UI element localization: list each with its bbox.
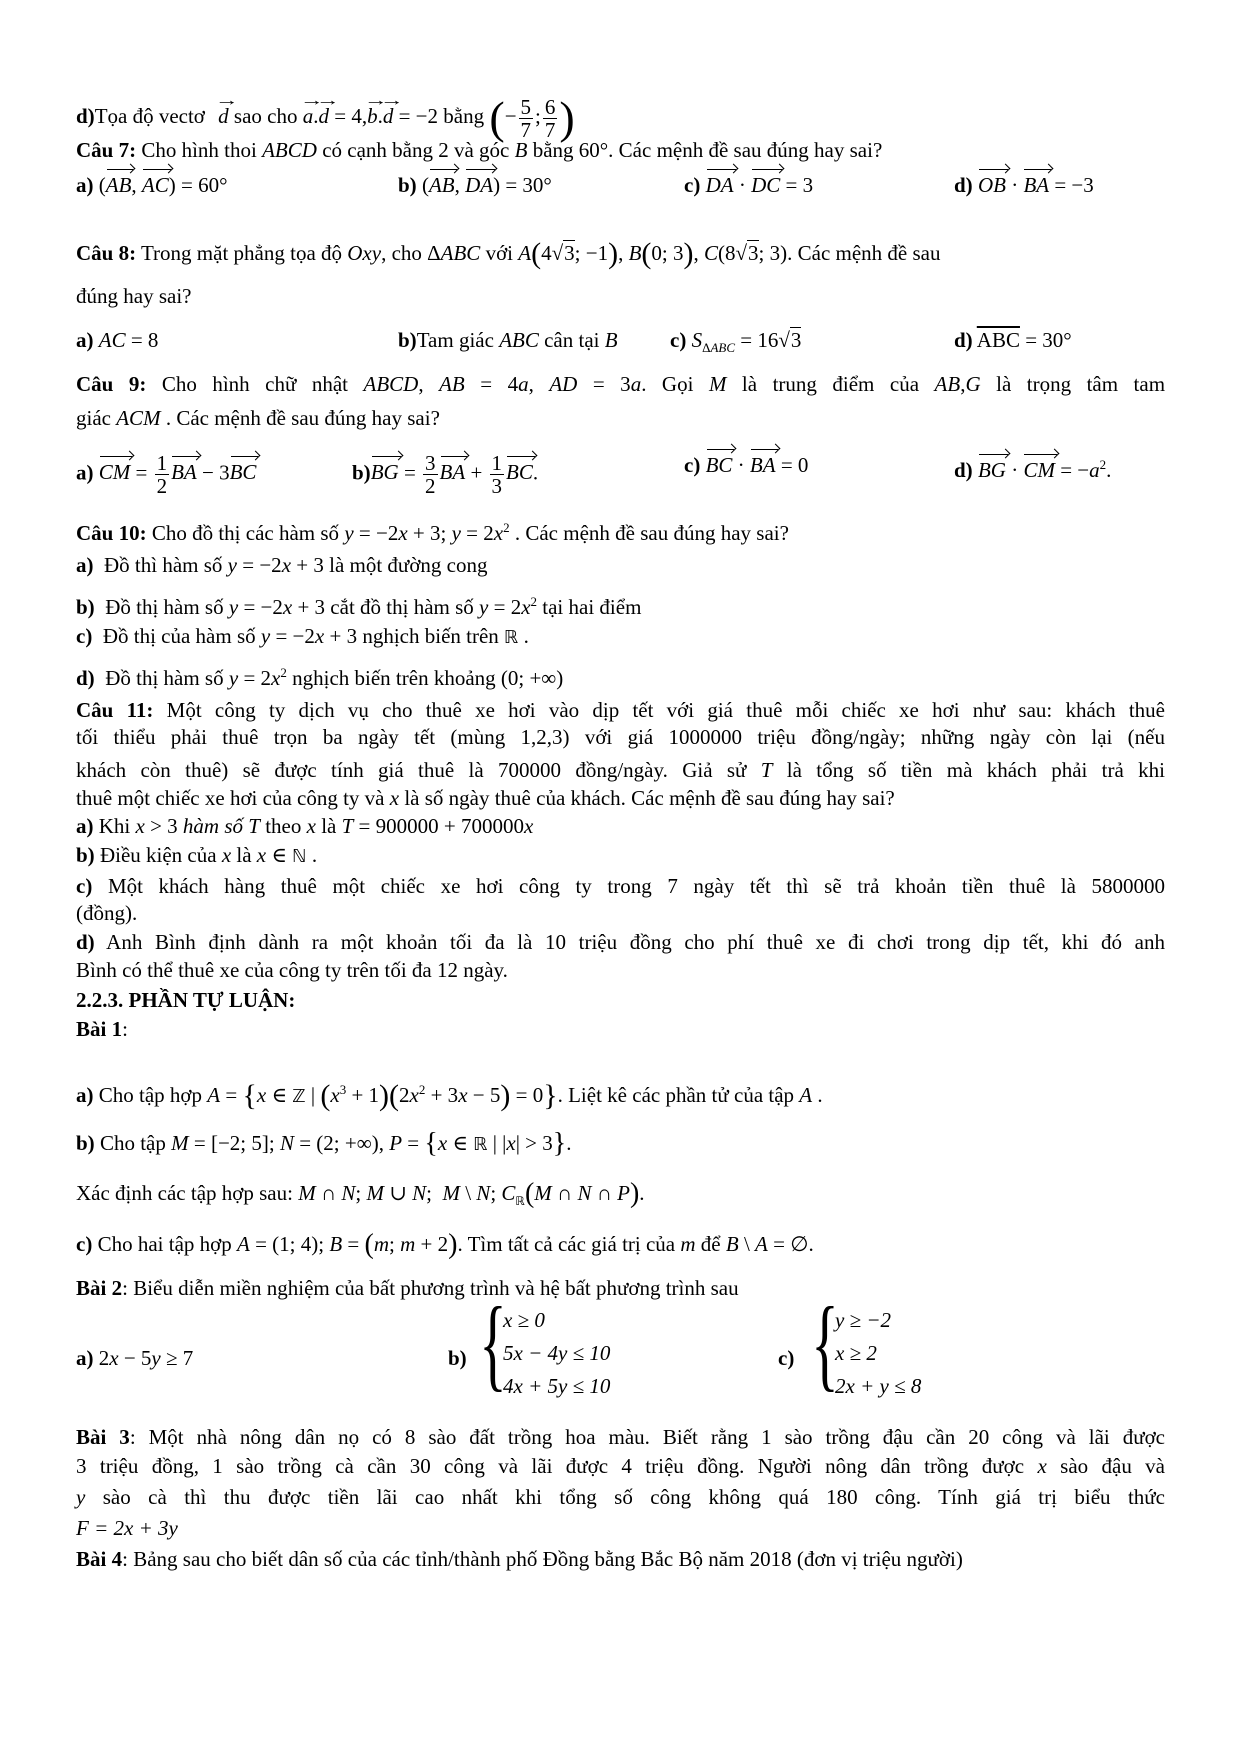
c7-option-d: d) OB · BA = −3 (954, 173, 1094, 197)
c9-stem: Câu 9: Cho hình chữ nhật ABCD, AB = 4a, AD = 3a. Gọi M là trung điểm của AB,G là trọng tâm tam (76, 372, 1166, 396)
bai2-b-eq-2: 5x − 4y ≤ 10 (503, 1341, 611, 1365)
bai3-line-3: y sào cà thì thu được tiền lãi cao nhất khi tổng số công không quá 180 công. Tính giá trị biểu thức (76, 1485, 1165, 1509)
c11-option-b: b) Điều kiện của x là x ∈ ℕ . (76, 843, 318, 867)
bai2-label: Bài 2 (76, 1276, 123, 1300)
c8-option-c: c) $S_{\Delta ABC} = 16√3$ (670, 328, 802, 356)
c8-option-b: b)Tam giác ABC cân tại B (398, 328, 618, 352)
c10-option-c: c) Đồ thị của hàm số y = −2x + 3 nghịch biến trên ℝ . (76, 624, 529, 648)
bai2-b-eq-3: 4x + 5y ≤ 10 (503, 1374, 611, 1398)
bai3-line-2: 3 triệu đồng, 1 sào trồng cà cần 30 công và lãi được 4 triệu đồng. Người nông dân trồng được x sào đậu và (76, 1454, 1166, 1478)
c8-option-d: d) $\overline{ABC} = 30^\circ$ (954, 328, 1072, 352)
bai2-c-eq-1: y ≥ −2 (835, 1308, 892, 1332)
bai3-line-1: Bài 3: Một nhà nông dân nọ có 8 sào đất trồng hoa màu. Biết rằng 1 sào trồng đậu cần 20 công và lãi được (76, 1425, 1165, 1449)
c11-option-d-cont: Bình có thể thuê xe của công ty trên tối đa 12 ngày. (76, 958, 508, 982)
c11-line-1 (76, 697, 1165, 723)
bai2-c-brace: { (811, 1286, 839, 1401)
bai4-text: Bảng sau cho biết dân số của các tỉnh/thành phố Đồng bằng Bắc Bộ năm 2018 (đơn vị triệu người) (133, 1547, 963, 1571)
c11-option-c: c) Một khách hàng thuê một chiếc xe hơi công ty trong 7 ngày tết thì sẽ trả khoản tiền thuê là 5800000 (76, 874, 1166, 898)
bai1-a: a) Cho tập hợp A = {x ∈ ℤ | $(x^3 + 1)(2x^2 + 3x - 5) = 0$}. Liệt kê các phần tử của tập A . (76, 1079, 823, 1112)
c11-line-4: thuê một chiếc xe hơi của công ty và x là số ngày thuê của khách. Các mệnh đề sau đúng hay sai? (76, 786, 895, 810)
section-title: 2.2.3. PHẦN TỰ LUẬN: (76, 988, 296, 1012)
c11-text-1: Một công ty dịch vụ cho thuê xe hơi vào dịp tết với giá thuê mỗi chiếc xe hơi như sau: khách thuê (166, 698, 1165, 722)
bai1-label: Bài 1: (76, 1017, 128, 1041)
c10-option-b: b) Đồ thị hàm số y = −2x + 3 cắt đồ thị hàm số $y = 2x^2$ tại hai điểm (76, 594, 642, 619)
bai4: Bài 4: Bảng sau cho biết dân số của các tỉnh/thành phố Đồng bằng Bắc Bộ năm 2018 (đơn vị triệu người) (76, 1547, 963, 1571)
bai2-b-system (503, 1304, 610, 1403)
c7-option-c: c) DA · DC = 3 (684, 173, 814, 197)
c11-option-a: a) Khi x > 3 hàm số T theo x là T = 900000 + 700000x (76, 814, 534, 838)
c8-stem-cont: đúng hay sai? (76, 284, 192, 308)
bai2-stem: Bài 2: Biểu diễn miền nghiệm của bất phương trình và hệ bất phương trình sau (76, 1276, 739, 1300)
c11-option-c-cont: (đồng). (76, 901, 138, 925)
c9-option-a: a) CM = $\frac{1}{2}$ BA − 3BC (76, 451, 257, 498)
bai2-c-eq-3: 2x + y ≤ 8 (835, 1374, 922, 1398)
c9-option-b: b)BG = $\frac{3}{2}$ BA + $\frac{1}{3}$ BC. (352, 451, 539, 498)
c11-line-3: khách còn thuê) sẽ được tính giá thuê là 700000 đồng/ngày. Giả sử T là tổng số tiền mà khách phải trả khi (76, 758, 1165, 782)
c10-option-a: a) Đồ thì hàm số y = −2x + 3 là một đường cong (76, 553, 488, 577)
bai2-c-label: c) (778, 1346, 795, 1370)
c9-option-c: c) BC · BA = 0 (684, 453, 809, 477)
c10-option-d: d) Đồ thị hàm số $y = 2x^2$ nghịch biến trên khoảng (0; +∞) (76, 665, 564, 690)
c11-line-2 (76, 724, 1165, 750)
bai1-c: c) Cho hai tập hợp A = (1; 4); B = (m; m + 2). Tìm tất cả các giá trị của m để B \ A = ∅. (76, 1229, 814, 1260)
bai2-a: a) 2x − 5y ≥ 7 (76, 1346, 194, 1370)
bai2-c-eq-2: x ≥ 2 (835, 1341, 877, 1365)
c11-option-d: d) Anh Bình định dành ra một khoản tối đa là 10 triệu đồng cho phí thuê xe đi chơi trong dịp tết, khi đó anh (76, 930, 1165, 954)
bai4-label: Bài 4 (76, 1547, 123, 1571)
c6-item-d: d)Tọa độ vectơ → d sao cho → a.→ d = 4,→ b.→ d = −2 bằng (− $\frac{5}{7}$ ; $\frac{6}{7}$ ) (76, 95, 575, 141)
bai2-b-eq-1: x ≥ 0 (503, 1308, 545, 1332)
bai3-text-1: Một nhà nông dân nọ có 8 sào đất trồng hoa màu. Biết rằng 1 sào trồng đậu cần 20 công và lãi được (148, 1425, 1165, 1449)
bai1-b-cont: Xác định các tập hợp sau: M ∩ N; M ∪ N; M \ N; $C_ℝ(M$ ∩ N ∩ P). (76, 1178, 645, 1209)
c11-text-2: tối thiểu phải thuê trọn ba ngày tết (mùng 1,2,3) với giá 1000000 triệu đồng/ngày; những ngày còn lại (nếu (76, 725, 1165, 749)
c7-option-a: a) (AB, AC) = 60° (76, 173, 228, 197)
bai2-text: Biểu diễn miền nghiệm của bất phương trình và hệ bất phương trình sau (133, 1276, 739, 1300)
c10-stem: Câu 10: Cho đồ thị các hàm số y = −2x + 3; $y = 2x^2$ . Các mệnh đề sau đúng hay sai? (76, 520, 789, 545)
bai2-b-brace: { (479, 1286, 507, 1401)
c7-stem: Câu 7: Cho hình thoi ABCD có cạnh bằng 2 và góc B bằng 60°. Các mệnh đề sau đúng hay sai? (76, 138, 883, 162)
c11-label: Câu 11: (76, 698, 154, 722)
bai2-c-system (835, 1304, 921, 1403)
c9-stem-cont: giác ACM . Các mệnh đề sau đúng hay sai? (76, 406, 440, 430)
bai2-b-label: b) (448, 1346, 467, 1370)
c7-option-b: b) (AB, DA) = 30° (398, 173, 552, 197)
c9-option-d: d) BG · CM = $-a^2$. (954, 457, 1112, 482)
c8-stem: Câu 8: Trong mặt phẳng tọa độ Oxy, cho ΔABC với A(4√3; −1), B(0; 3), C(8√3; 3). Các mệnh đề sau (76, 237, 941, 270)
bai1-b: b) Cho tập M = [−2; 5]; N = (2; +∞), P = {x ∈ ℝ | |x| > 3}. (76, 1128, 572, 1159)
bai3-label: Bài 3 (76, 1425, 130, 1449)
bai3-line-4: F = 2x + 3y (76, 1516, 178, 1540)
c8-option-a: a) AC = 8 (76, 328, 159, 352)
